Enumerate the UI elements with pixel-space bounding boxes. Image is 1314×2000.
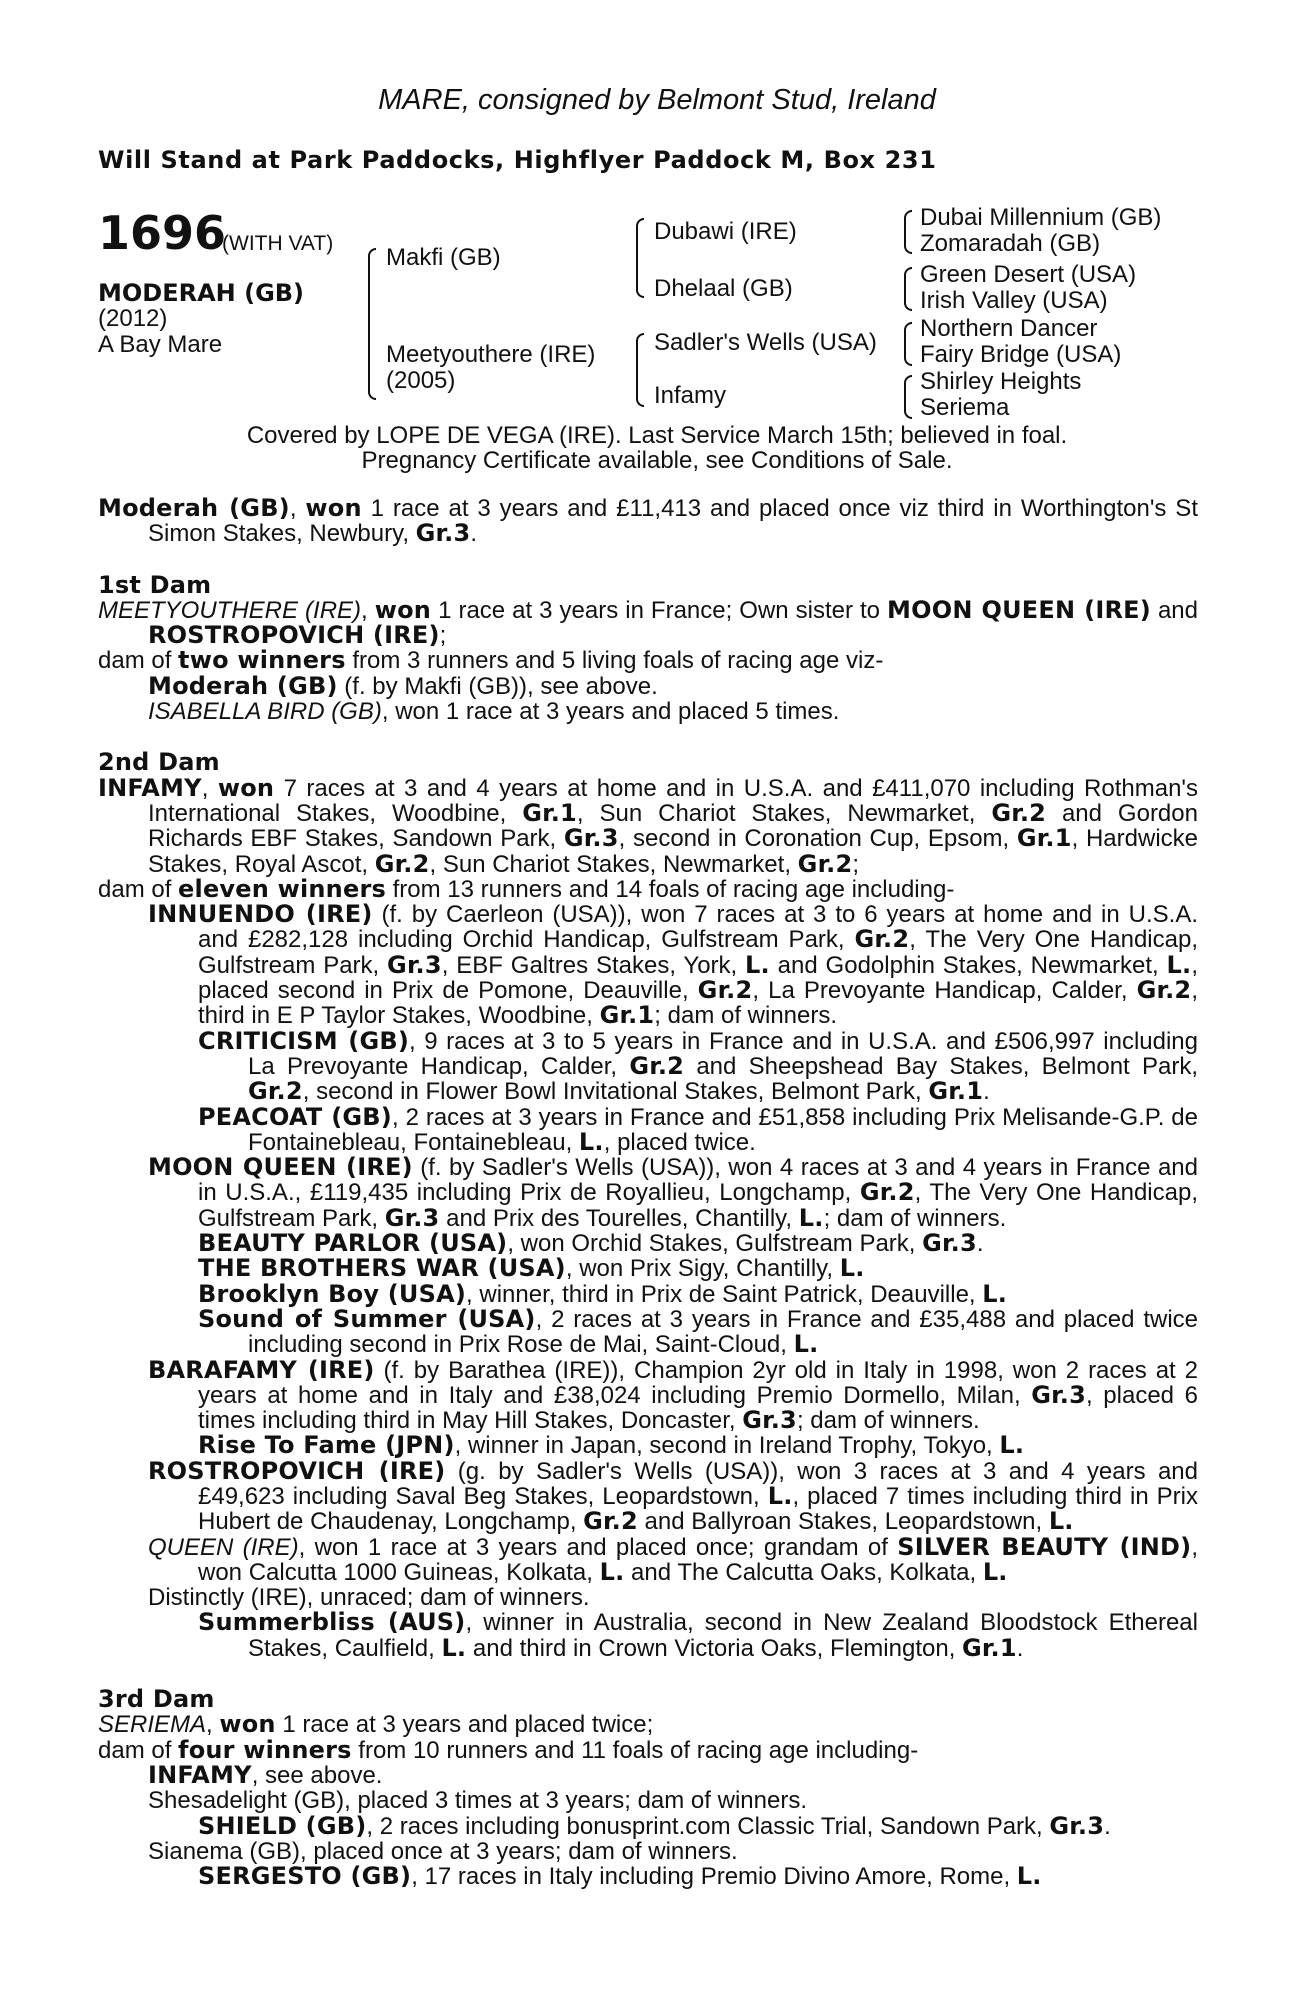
pedigree-brace — [904, 267, 912, 311]
produce-entry: BARAFAMY (IRE) (f. by Barathea (IRE)), Champion 2yr old in Italy in 1998, won 2 races at 2 years at home and in Italy and £38,024 including Premio Dormello, Milan, Gr.3, placed 6 times including third in May Hill Stakes, Doncaster, Gr.3; dam of winners. — [148, 1355, 1199, 1435]
pedigree-sire-dam: Dhelaal (GB) — [654, 275, 793, 302]
second-dam-produce: dam of eleven winners from 13 runners and 14 foals of racing age including- — [98, 874, 955, 903]
produce-entry: THE BROTHERS WAR (USA), won Prix Sigy, Chantilly, L. — [198, 1254, 865, 1283]
pedigree-g5: Northern Dancer — [920, 315, 1098, 342]
foaling-year: (2012) — [98, 305, 168, 332]
pedigree-g1: Dubai Millennium (GB) — [920, 204, 1162, 231]
produce-entry: CRITICISM (GB), 9 races at 3 to 5 years in France and in U.S.A. and £506,997 including La Prevoyante Handicap, Calder, Gr.2 and Sheepshead Bay Stakes, Belmont Park, Gr.2, second in Flower Bowl Invitational Stakes, Belmont Park, Gr.1. — [198, 1026, 1199, 1106]
produce-entry: Brooklyn Boy (USA), winner, third in Prix de Saint Patrick, Deauville, L. — [198, 1279, 1008, 1308]
produce-entry: SHIELD (GB), 2 races including bonusprint.com Classic Trial, Sandown Park, Gr.3. — [198, 1811, 1111, 1840]
pedigree-brace — [368, 248, 376, 400]
covering-note: Covered by LOPE DE VEGA (IRE). Last Service March 15th; believed in foal. — [246, 422, 1068, 449]
produce-entry: ROSTROPOVICH (IRE) (g. by Sadler's Wells (USA)), won 3 races at 3 and 4 years and £49,623 including Saval Beg Stakes, Leopardstown, L., placed 7 times including third in Prix Hubert de Chaudenay, Longchamp, Gr.2 and Ballyroan Stakes, Leopardstown, L. — [148, 1456, 1199, 1536]
pregnancy-note: Pregnancy Certificate available, see Conditions of Sale. — [361, 447, 953, 474]
first-dam-record: MEETYOUTHERE (IRE), won 1 race at 3 years in France; Own sister to MOON QUEEN (IRE) and ROSTROPOVICH (IRE); — [98, 595, 1198, 650]
pedigree-g6: Fairy Bridge (USA) — [920, 341, 1122, 368]
produce-entry: MOON QUEEN (IRE) (f. by Sadler's Wells (USA)), won 4 races at 3 and 4 years in France and in U.S.A., £119,435 including Prix de Royallieu, Longchamp, Gr.2, The Very One Handicap, Gulfstream Park, Gr.3 and Prix des Tourelles, Chantilly, L.; dam of winners. — [148, 1153, 1199, 1232]
pedigree-g8: Seriema — [920, 394, 1010, 421]
pedigree-dam-sire: Sadler's Wells (USA) — [654, 329, 877, 356]
produce-entry: ISABELLA BIRD (GB), won 1 race at 3 years and placed 5 times. — [148, 698, 840, 726]
pedigree-g7: Shirley Heights — [920, 368, 1082, 395]
pedigree-sire: Makfi (GB) — [386, 244, 501, 271]
second-dam-record: INFAMY, won 7 races at 3 and 4 years at home and in U.S.A. and £411,070 including Rothman's International Stakes, Woodbine, Gr.1, Sun Chariot Stakes, Newmarket, Gr.2 and Gordon Richards EBF Stakes, Sandown Park, Gr.3, second in Coronation Cup, Epsom, Gr.1, Hardwicke Stakes, Royal Ascot, Gr.2, Sun Chariot Stakes, Newmarket, Gr.2; — [98, 773, 1198, 878]
produce-entry: Distinctly (IRE), unraced; dam of winners. — [148, 1584, 590, 1612]
pedigree-g4: Irish Valley (USA) — [920, 287, 1108, 314]
vat-note: (WITH VAT) — [222, 232, 334, 255]
produce-entry: SERGESTO (GB), 17 races in Italy including Premio Divino Amore, Rome, L. — [198, 1862, 1042, 1891]
produce-entry: Moderah (GB) (f. by Makfi (GB)), see above. — [148, 671, 658, 700]
pedigree-sire-sire: Dubawi (IRE) — [654, 218, 797, 245]
pedigree-brace — [636, 333, 644, 407]
produce-entry: Sound of Summer (USA), 2 races at 3 years in France and £35,488 and placed twice including second in Prix Rose de Mai, Saint-Cloud, L. — [198, 1304, 1198, 1359]
pedigree-g3: Green Desert (USA) — [920, 261, 1137, 288]
consignor-heading: MARE, consigned by Belmont Stud, Ireland — [378, 84, 936, 116]
produce-entry: Rise To Fame (JPN), winner in Japan, second in Ireland Trophy, Tokyo, L. — [198, 1431, 1025, 1460]
produce-entry: INNUENDO (IRE) (f. by Caerleon (USA)), won 7 races at 3 to 6 years at home and in U.S.A. and £282,128 including Orchid Handicap, Gulfstream Park, Gr.2, The Very One Handicap, Gulfstream Park, Gr.3, EBF Galtres Stakes, York, L. and Godolphin Stakes, Newmarket, L., placed second in Prix de Pomone, Deauville, Gr.2, La Prevoyante Handicap, Calder, Gr.2, third in E P Taylor Stakes, Woodbine, Gr.1; dam of winners. — [148, 900, 1199, 1030]
produce-entry: PEACOAT (GB), 2 races at 3 years in France and £51,858 including Prix Melisande-G.P. de Fontainebleau, Fontainebleau, L., placed twice. — [198, 1102, 1198, 1156]
produce-record — [98, 496, 1198, 1889]
third-dam-heading: 3rd Dam — [98, 1685, 215, 1714]
horse-description: A Bay Mare — [98, 331, 223, 358]
stand-location: Will Stand at Park Paddocks, Highflyer Paddock M, Box 231 — [98, 146, 937, 174]
produce-entry: BEAUTY PARLOR (USA), won Orchid Stakes, Gulfstream Park, Gr.3. — [198, 1229, 984, 1258]
pedigree-g2: Zomaradah (GB) — [920, 230, 1101, 257]
pedigree-brace — [904, 322, 912, 366]
pedigree-dam-year: (2005) — [386, 367, 456, 394]
produce-entry: Summerbliss (AUS), winner in Australia, second in New Zealand Bloodstock Ethereal Stakes, Caulfield, L. and third in Crown Victoria Oaks, Flemington, Gr.1. — [198, 1608, 1198, 1662]
pedigree-brace — [904, 210, 912, 254]
first-dam-heading: 1st Dam — [98, 570, 212, 599]
produce-entry: Sianema (GB), placed once at 3 years; dam of winners. — [148, 1837, 738, 1865]
third-dam-produce: dam of four winners from 10 runners and 11 foals of racing age including- — [98, 1735, 919, 1764]
lot-number: 1696 — [98, 206, 227, 260]
pedigree-brace — [904, 375, 912, 419]
pedigree-brace — [636, 218, 644, 298]
produce-entry: QUEEN (IRE), won 1 race at 3 years and placed once; grandam of SILVER BEAUTY (IND), won Calcutta 1000 Guineas, Kolkata, L. and The Calcutta Oaks, Kolkata, L. — [148, 1532, 1198, 1586]
produce-entry: Shesadelight (GB), placed 3 times at 3 years; dam of winners. — [148, 1787, 807, 1815]
produce-entry: INFAMY, see above. — [148, 1760, 383, 1789]
pedigree-dam: Meetyouthere (IRE) — [386, 341, 596, 368]
lot-record: Moderah (GB), won 1 race at 3 years and £11,413 and placed once viz third in Worthington's St Simon Stakes, Newbury, Gr.3. — [98, 494, 1198, 548]
pedigree-dam-dam: Infamy — [654, 382, 727, 409]
third-dam-record: SERIEMA, won 1 race at 3 years and placed twice; — [98, 1710, 654, 1739]
horse-name: MODERAH (GB) — [98, 279, 305, 307]
second-dam-heading: 2nd Dam — [98, 748, 220, 777]
first-dam-produce: dam of two winners from 3 runners and 5 living foals of racing age viz- — [98, 646, 884, 675]
